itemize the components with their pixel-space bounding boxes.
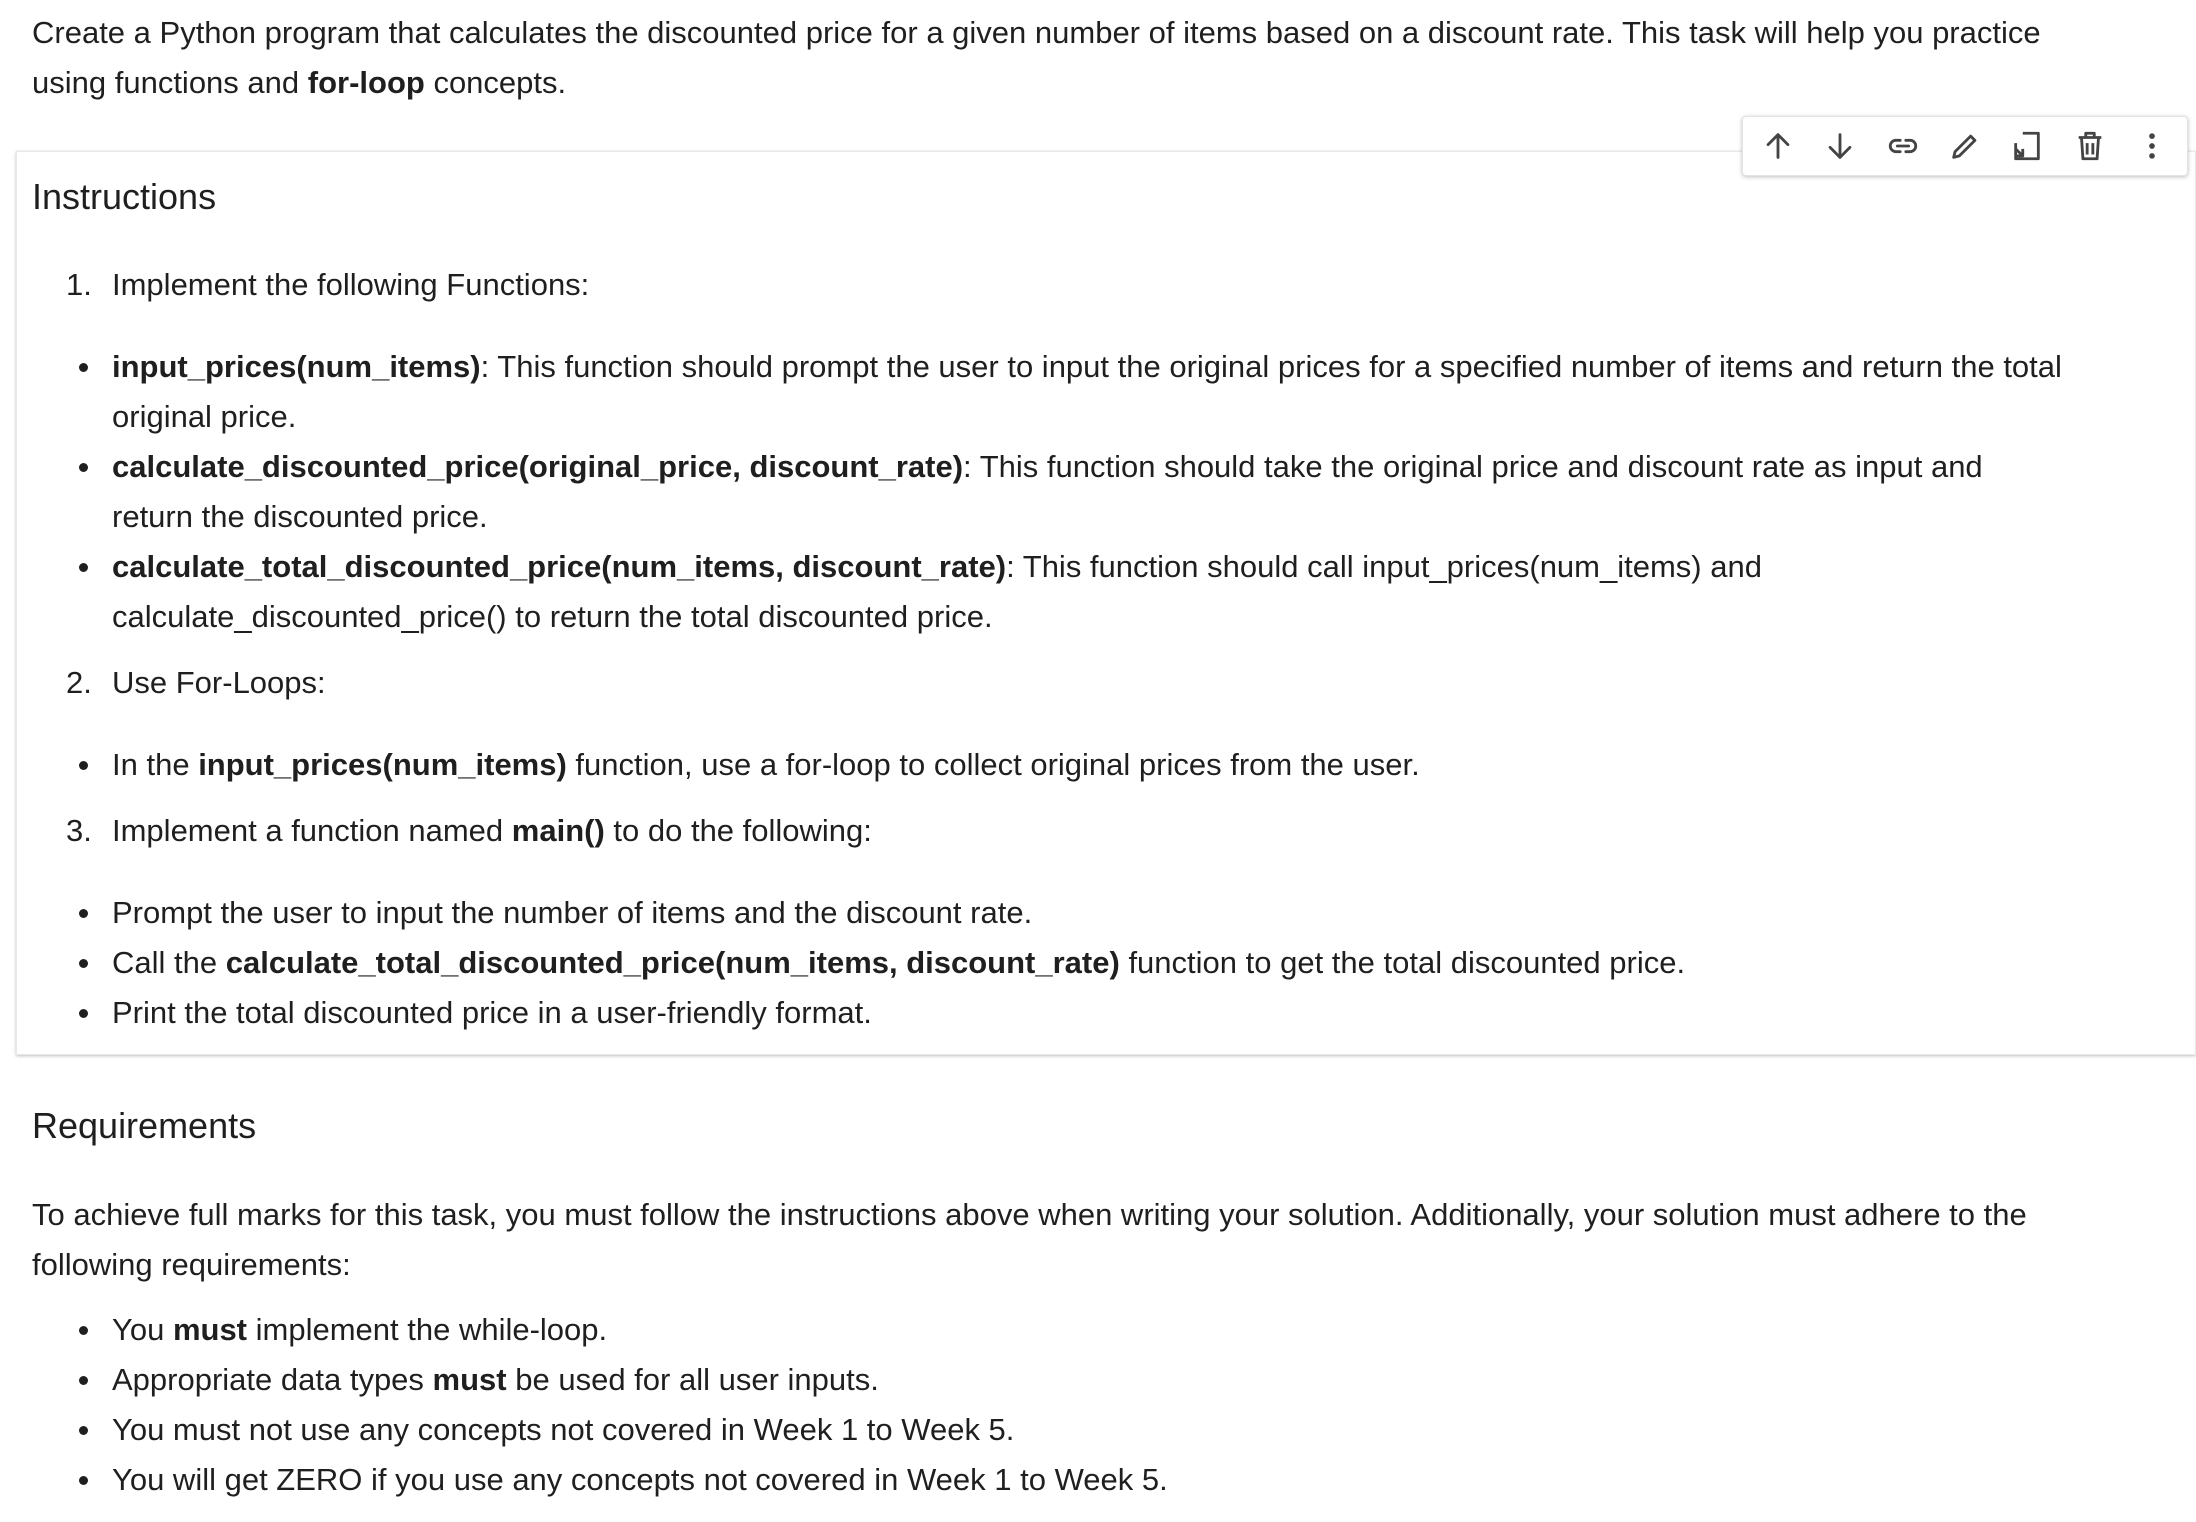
bullet-text: Appropriate data types	[112, 1362, 433, 1397]
list-item	[0, 342, 2062, 442]
function-name: input_prices(num_items)	[198, 747, 567, 782]
intro-paragraph	[32, 8, 2092, 108]
list-item	[0, 442, 2062, 542]
emphasis: must	[172, 1312, 248, 1347]
step-1	[66, 260, 589, 310]
list-item	[0, 1305, 2062, 1355]
step-2-bullets	[0, 740, 2100, 790]
pencil-icon[interactable]	[1939, 120, 1991, 172]
bullet-text: be used for all user inputs.	[506, 1362, 879, 1397]
arrow-down-icon[interactable]	[1814, 120, 1866, 172]
bullet-text: function, use a for-loop to collect original prices from the user.	[566, 747, 1420, 782]
function-name: input_prices(num_items)	[112, 349, 481, 384]
intro-bold: for-loop	[307, 65, 425, 100]
list-item	[0, 1455, 2062, 1505]
list-item	[0, 740, 2062, 790]
link-icon[interactable]	[1877, 120, 1929, 172]
bullet-text: function to get the total discounted price.	[1119, 945, 1686, 980]
list-item	[0, 938, 2062, 988]
requirements-list	[0, 1305, 2100, 1505]
step-number: 1.	[66, 267, 92, 302]
list-item	[0, 1355, 2062, 1405]
instructions-heading: Instructions	[32, 176, 217, 217]
requirements-heading: Requirements	[32, 1105, 257, 1146]
bullet-text: implement the while-loop.	[247, 1312, 608, 1347]
step-text: Implement a function named	[112, 813, 512, 848]
bullet-text: You	[112, 1312, 173, 1347]
function-name: calculate_discounted_price(original_price, discount_rate)	[112, 449, 964, 484]
list-item	[0, 542, 2062, 642]
list-item	[0, 1405, 2062, 1455]
step-number: 2.	[66, 665, 92, 700]
step-text: Implement the following Functions:	[112, 267, 590, 302]
more-vert-icon[interactable]	[2126, 120, 2178, 172]
step-3-bullets	[0, 888, 2100, 1038]
bullet-text: You will get ZERO if you use any concepts not covered in Week 1 to Week 5.	[112, 1462, 1168, 1497]
step-2	[66, 658, 326, 708]
function-description: : This function should take the original price and discount rate as input and return the discounted price.	[112, 449, 1983, 534]
list-item	[0, 888, 2062, 938]
bullet-text: Prompt the user to input the number of items and the discount rate.	[112, 895, 1033, 930]
bullet-text: Print the total discounted price in a user-friendly format.	[112, 995, 872, 1030]
function-name: calculate_total_discounted_price(num_items, discount_rate)	[225, 945, 1120, 980]
function-name: calculate_total_discounted_price(num_items, discount_rate)	[112, 549, 1007, 584]
emphasis: must	[432, 1362, 507, 1397]
function-description: : This function should call input_prices(num_items) and calculate_discounted_price() to return the total discounted price.	[112, 549, 1762, 634]
step-text: to do the following:	[604, 813, 872, 848]
trash-icon[interactable]	[2064, 120, 2116, 172]
bullet-text: In the	[112, 747, 199, 782]
function-description: : This function should prompt the user to input the original prices for a specified number of items and return the total original price.	[112, 349, 2062, 434]
bullet-text: You must not use any concepts not covered in Week 1 to Week 5.	[112, 1412, 1015, 1447]
requirements-paragraph: To achieve full marks for this task, you must follow the instructions above when writing your solution. Additionally, your solution must adhere to the following requirements:	[32, 1197, 2027, 1282]
list-item	[0, 988, 2062, 1038]
step-text: Use For-Loops:	[112, 665, 326, 700]
arrow-up-icon[interactable]	[1752, 120, 1804, 172]
step-1-bullets	[0, 342, 2100, 642]
cell-toolbar	[1742, 116, 2188, 176]
function-name: main()	[511, 813, 605, 848]
step-3	[66, 806, 872, 856]
bullet-text: Call the	[112, 945, 226, 980]
step-number: 3.	[66, 813, 92, 848]
intro-text: Create a Python program that calculates the discounted price for a given number of items based on a discount rate. This task will help you practice using functions and	[32, 15, 2041, 100]
intro-text-end: concepts.	[424, 65, 567, 100]
mirror-icon[interactable]	[2001, 120, 2053, 172]
